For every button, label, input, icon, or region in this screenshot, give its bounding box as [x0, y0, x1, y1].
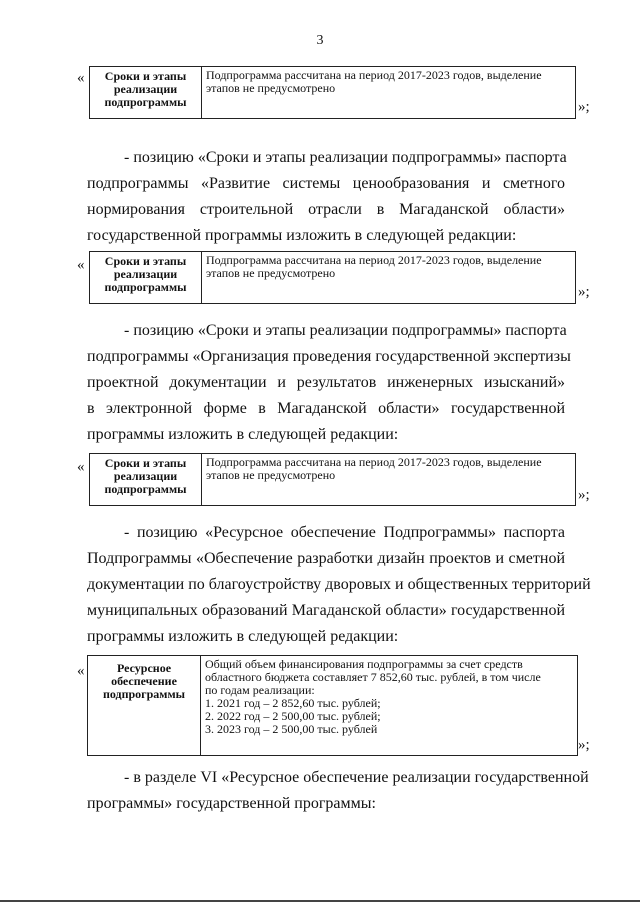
table-value-cell [202, 454, 576, 506]
value-line: Подпрограмма рассчитана на период 2017-2023 годов, выделение [206, 68, 542, 82]
label-line: реализации [113, 267, 178, 281]
value-line: 1. 2021 год – 2 852,60 тыс. рублей; [205, 696, 381, 710]
paragraph-line: подпрограммы «Развитие системы ценообразования и сметного [87, 175, 565, 192]
paragraph-line: - позицию «Сроки и этапы реализации подпрограммы» паспорта [124, 149, 567, 166]
value-line: этапов не предусмотрено [206, 266, 336, 280]
value-line: этапов не предусмотрено [206, 468, 336, 482]
label-line: Сроки и этапы [104, 456, 187, 470]
table-label-cell [90, 67, 202, 119]
paragraph-2 [87, 318, 571, 448]
paragraph-4 [87, 765, 589, 817]
label-line: Сроки и этапы [104, 254, 187, 268]
opening-quote: « [77, 459, 85, 475]
paragraph-line: программы» государственной программы: [87, 795, 376, 812]
label-line: подпрограммы [104, 280, 187, 294]
closing-quote: »; [578, 737, 590, 753]
table-deadlines-3 [89, 453, 576, 506]
value-line: 3. 2023 год – 2 500,00 тыс. рублей [205, 722, 378, 736]
label-line: обеспечение [111, 674, 177, 688]
table-value-cell [202, 252, 576, 304]
paragraph-line: проектной документации и результатов инженерных изысканий» [87, 374, 565, 391]
paragraph-line: подпрограммы «Организация проведения государственной экспертизы [87, 348, 571, 365]
paragraph-line: документации по благоустройству дворовых и общественных территорий [87, 576, 591, 593]
table-label-cell [88, 656, 201, 756]
table-value-cell [201, 656, 578, 756]
table-value-cell [202, 67, 576, 119]
paragraph-line: в электронной форме в Магаданской области» государственной [87, 400, 565, 417]
value-line: этапов не предусмотрено [206, 81, 336, 95]
paragraph-line: программы изложить в следующей редакции: [87, 426, 399, 443]
table-deadlines-1 [89, 66, 576, 119]
page-number: 3 [316, 33, 324, 48]
label-line: подпрограммы [104, 95, 187, 109]
value-line: Подпрограмма рассчитана на период 2017-2023 годов, выделение [206, 253, 542, 267]
page-bottom-edge [0, 900, 640, 902]
value-line: 2. 2022 год – 2 500,00 тыс. рублей; [205, 709, 381, 723]
opening-quote: « [77, 70, 85, 86]
label-line: Сроки и этапы [104, 69, 187, 83]
paragraph-3 [87, 520, 591, 650]
paragraph-line: - позицию «Ресурсное обеспечение Подпрограммы» паспорта [124, 524, 565, 541]
opening-quote: « [77, 257, 85, 273]
paragraph-1 [87, 145, 565, 249]
label-line: подпрограммы [102, 687, 186, 701]
paragraph-line: - позицию «Сроки и этапы реализации подпрограммы» паспорта [124, 322, 567, 339]
table-label-cell [90, 252, 202, 304]
closing-quote: »; [578, 487, 590, 503]
paragraph-line: - в разделе VI «Ресурсное обеспечение реализации государственной [124, 769, 589, 786]
value-line: областного бюджета составляет 7 852,60 тыс. рублей, в том числе [205, 670, 541, 684]
paragraph-line: государственной программы изложить в следующей редакции: [87, 227, 517, 244]
label-line: реализации [113, 82, 178, 96]
label-line: реализации [113, 469, 178, 483]
label-line: подпрограммы [104, 482, 187, 496]
opening-quote: « [77, 663, 85, 679]
value-line: Общий объем финансирования подпрограммы за счет средств [205, 657, 523, 671]
table-deadlines-2 [89, 251, 576, 304]
closing-quote: »; [578, 99, 590, 115]
paragraph-line: Подпрограммы «Обеспечение разработки дизайн проектов и сметной [87, 550, 565, 567]
closing-quote: »; [578, 284, 590, 300]
table-resources [87, 655, 578, 756]
value-line: по годам реализации: [205, 683, 315, 697]
label-line: Ресурсное [116, 661, 172, 675]
paragraph-line: нормирования строительной отрасли в Магаданской области» [87, 201, 565, 218]
paragraph-line: муниципальных образований Магаданской области» государственной [87, 602, 565, 619]
paragraph-line: программы изложить в следующей редакции: [87, 628, 399, 645]
value-line: Подпрограмма рассчитана на период 2017-2023 годов, выделение [206, 455, 542, 469]
table-label-cell [90, 454, 202, 506]
